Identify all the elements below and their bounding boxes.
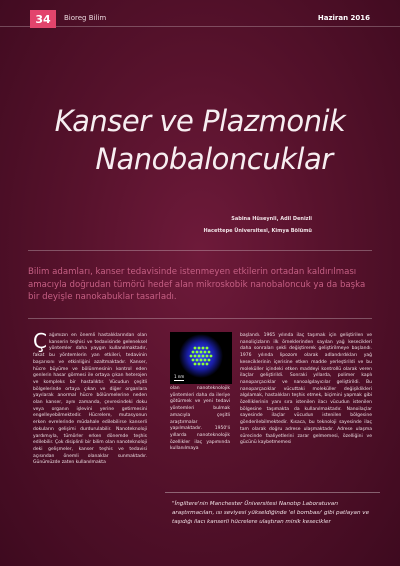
page-number: 34 — [30, 10, 56, 28]
body-column-1-text: ağımızın en önemli hastalıklarından olan kanserin teşhisi ve tedavisinde geleneksel yöntemler daha yaygın kullanılmaktadır, fakat bu yöntemlerin yan etkileri, tedavinin başarısını ve etkinliğini azaltmaktadır. Kanser, hücre büyüme ve bölünmesinin kontrol eden genlerin hasar görmesi ile ortaya çıkan heterojen ve kompleks bir hastalıktır. Vücudun çeşitli bölgelerinde ortaya çıkan ve diğer organlara yayılarak anormal hücre bölünmelerine neden olan kanser, aynı zamanda, çevresindeki doku veya organın işlevini yerine getirmesini engelleyebilmektedir. Hücrelere, mutasyonun erken evrelerinde müdahale edilebilirse kanserli dokuların gelişimi durdurulabilir. Nanoteknoloji yardımıyla, tümörler erken dönemde teşhis edilebilir. Çok disiplinli bir bilim olan nanoteknoloji deki gelişmeler, kanser teşhis ve tedavisi açısından önemli olanaklar sunmaktadır. Günümüzde zaten kullanılmakta — [33, 333, 147, 466]
body-column-3: başlandı. 1965 yılında ilaç taşımak için geliştirilen ve nanoliçizların ilk örneklerinden sayılan yağ kesecikleri daha sonraları şekli değiştirerek geliştirilmeye başlandı. 1976 yılında lipozom olarak adlandırdıkları yağ keseciklerinin içerisine etken madde yerleştirildi ve bu moleküller içindeki etken maddeyi kontrollü olarak veren ilaçlar geliştirildi. Sonraki yıllarda, polimer kaplı nanoparçacıklar ve nanoalgılayıcılar geliştirildi. Bu nanoparçacıklar vücuttaki moleküller değişiklikleri algılamak, hastalıkları teşhis etmek, biçimini yapmak gibi özelliklerinin yanı sıra istenilen ilacı vücudun istenilen bölgesine taşımakta da kullanılmaktadır. Nanoilaçlar sayesinde ilaçlar vücudun istenilen bölgesine gönderilebilmektedir. Kısaca, bu teknoloji sayesinde ilaç tam olarak doğru adrese ulaşmaktadır. Adrese ulaşma sürecinde faaliyetlerini zarar gelmemesi, özelliğini ve gücünü kaybetmemesi — [240, 333, 372, 446]
pull-quote: "İngiltere'nin Manchester Üniversitesi Nanotıp Laboratuvarı araştırmacıları, ısı seviyesi yükseldiğinde 'el bombası' gibi patlayan ve taşıdığı ilacı kanserli hücrelere ulaştıran minik kesecikler — [172, 501, 370, 525]
article-title-line-1: Kanser ve Plazmonik — [54, 104, 346, 138]
divider — [28, 250, 372, 251]
scale-label: 1 nm — [174, 374, 185, 379]
author-names: Sabina Hüseynli, Adil Denizli — [231, 216, 312, 222]
body-column-2: olan nanoteknolojik yöntemleri daha da ileriye götürmek ve yeni tedavi yöntemleri bulmak amacıyla çeşitli araştırmalar yapılmaktadır. 1950'li yıllarda nanoteknolojik özellikler ilaç yapımında kullanılmaya — [170, 386, 230, 452]
issue-date: Haziran 2016 — [317, 14, 370, 22]
article-title-line-2: Nanobaloncuklar — [95, 142, 333, 176]
nanoparticle-figure — [170, 332, 232, 384]
section-name: Bioreg Bilim — [64, 14, 107, 22]
divider — [28, 318, 372, 319]
article-lead: Bilim adamları, kanser tedavisinde istenmeyen etkilerin ortadan kaldırılması amacıyla doğrudan tümörü hedef alan mikroskobik nanobaloncuk ya da başka bir deyişle nanokabuklar tasarladı. — [28, 267, 366, 302]
quote-divider — [165, 492, 380, 493]
drop-cap: Ç — [33, 329, 47, 353]
scale-bar — [174, 380, 184, 381]
author-affiliation: Hacettepe Üniversitesi, Kimya Bölümü — [203, 228, 312, 234]
body-column-1 — [33, 329, 147, 467]
